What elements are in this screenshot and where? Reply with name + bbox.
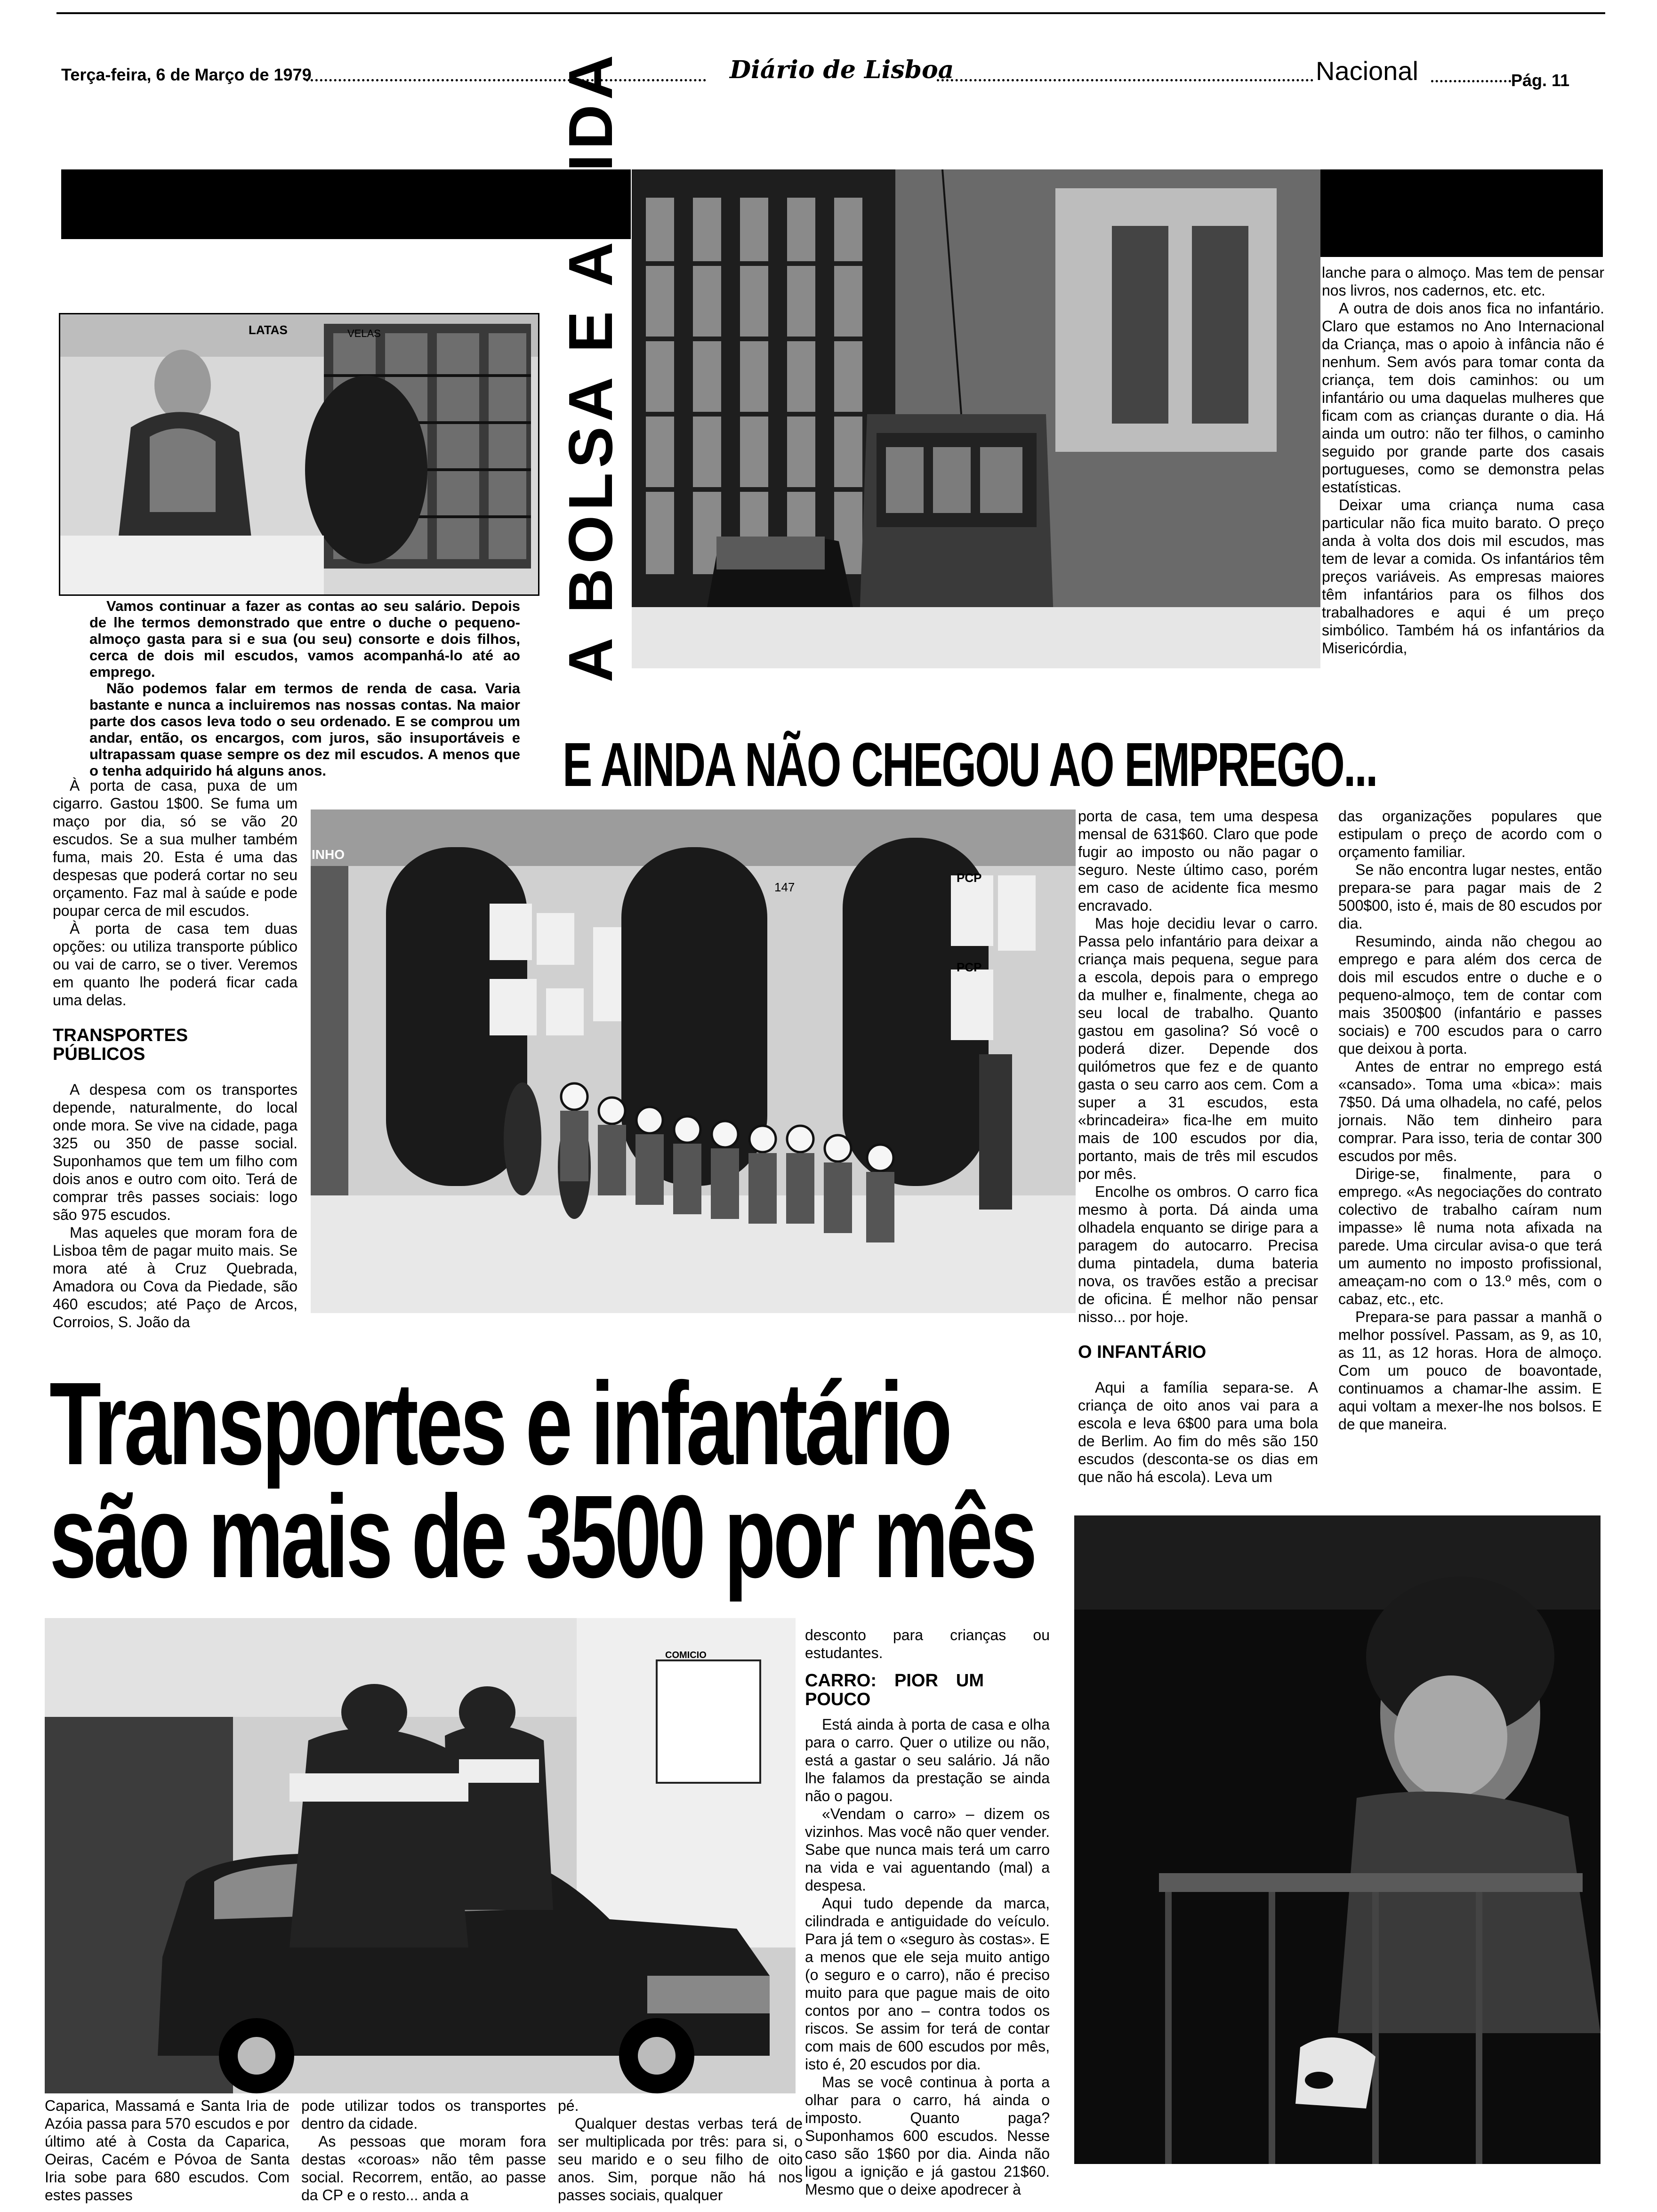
right-p4: Antes de entrar no emprego está «cansado». Toma uma «bica»: mais 7$50. Dá uma olhadela, no café, pelos jornais. Não tem dinheiro para comprar. Para isso, teria de contar 300 escudos por mês. xyxy=(1338,1058,1602,1164)
comicio-sign: COMICIO xyxy=(665,1650,707,1660)
photo-shop xyxy=(59,313,539,596)
rt-p1: lanche para o almoço. Mas tem de pensar nos livros, nos cadernos, etc. etc. xyxy=(1322,264,1604,299)
car-p2: «Vendam o carro» – dizem os vizinhos. Mas você não quer vender. Sabe que nunca mais terá um carro na vida e vai aguentando (mal) a despesa. xyxy=(805,1805,1050,1894)
poster-pcp-1: PCP xyxy=(957,871,982,885)
mid-p4: Aqui a família separa-se. A criança de oito anos vai para a escola e leva 6$00 para uma bola de Berlim. Ao fim do mês são 150 escudos (descontа-se os dias em que não há escola). Leva um xyxy=(1078,1379,1318,1485)
bottom-col-2 xyxy=(301,2097,546,2204)
left-p3: A despesa com os transportes depende, naturalmente, do local onde mora. Se vive na cidade, paga 325 ou 350 de passe social. Suponhamos que tem um filho com dois anos e outro com oito. Terá de comprar três passes sociais: logo são 975 escudos. xyxy=(53,1081,298,1223)
right-p1: das organizações populares que estipulam o preço de acordo com o orçamento familiar. xyxy=(1338,808,1602,860)
header-rule xyxy=(56,12,1605,14)
column-middle xyxy=(1078,807,1318,1486)
section-name: Nacional xyxy=(1316,56,1418,86)
vertical-title-text: A BOLSA E A VIDA xyxy=(556,50,625,682)
photo-children-street xyxy=(311,809,1076,1313)
column-car xyxy=(805,1626,1050,2198)
right-p3: Resumindo, ainda não chegou ao emprego e para além dos cerca de dois mil escudos entre o duche e o pequeno-almoço, tem de contar com mais 3500$00 (infantário e passes sociais) e 700 escudos para o carro que deixou à porta. xyxy=(1338,933,1602,1057)
photo-tram-street xyxy=(632,169,1320,668)
column-right xyxy=(1338,807,1602,1433)
shop-sign-latas: LATAS xyxy=(249,323,288,337)
mid-p3: Encolhe os ombros. O carro fica mesmo à porta. Dá ainda uma olhadela enquanto se dirige para a paragem do autocarro. Precisa duma pintadela, duma bateria nova, os travões estão a precisar de oficina. É melhor não pensar nisso... por hoje. xyxy=(1078,1183,1318,1325)
header-dots-2 xyxy=(937,79,1313,81)
left-p1: À porta de casa, puxa de um cigarro. Gastou 1$00. Se fuma um maço por dia, só se vão 20 escudos. Se a sua mulher também fuma, mais 20. Esta é uma das despesas que poderá cortar no seu orçamento. Faz mal à saúde e pode poupar cerca de mil escudos. xyxy=(53,777,298,919)
door-number: 147 xyxy=(774,880,795,894)
bottom-c2a: pode utilizar todos os transportes dentro da cidade. xyxy=(301,2097,546,2132)
mid-p2: Mas hoje decidiu levar o carro. Passa pelo infantário para deixar a criança mais pequena, segue para a escola, depois para o emprego da mulher e, finalmente, chega ao seu local de trabalho. Quanto gastou em gasolina? Só você o poderá dizer. Depende dos quilómetros que fez e de quanto gasta o seu carro aos cem. Com a super a 31 escudos, esta «brincadeira» fica-lhe em muito mais de 100 escudos por dia, portanto, mais de três mil escudos por mês. xyxy=(1078,915,1318,1182)
car-p0: desconto para crianças ou estudantes. xyxy=(805,1627,1050,1661)
poster-pcp-2: PCP xyxy=(957,960,982,974)
car-p3: Aqui tudo depende da marca, cilindrada e antiguidade do veículo. Para já tem o «seguro às costas». E a menos que ele seja muito antigo (o seguro e o carro), não é preciso muito para que pague mais de oito contos por ano – contra todos os riscos. Se assim for terá de contar com mais de 600 escudos por mês, isto é, 20 escudos por dia. xyxy=(805,1895,1050,2073)
bottom-c2b: As pessoas que moram fora destas «coroas» não têm passe social. Recorrem, então, ao passe da CP e o resto... anda a xyxy=(301,2133,546,2204)
bottom-c3b: Qualquer destas verbas terá de ser multiplicada por três: para si, o seu marido e o seu filho de oito anos. Sim, porque não há nos passes sociais, qualquer xyxy=(558,2115,803,2204)
car-p4: Mas se você continua à porta a olhar para o carro, há ainda o imposto. Quanto paga? Suponhamos 600 escudos. Nesse caso são 1$60 por dia. Ainda não ligou a ignição e já gastou 21$60. Mesmo que o deixe apodrecer à xyxy=(805,2074,1050,2198)
rt-p2: A outra de dois anos fica no infantário. Claro que estamos no Ano Internacional da Criança, mas o apoio à infância não é nenhum. Sem avós para tomar conta da criança, tem dois caminhos: ou um infantário ou uma daquelas mulheres que ficam com as crianças durante o dia. Há ainda um outro: não ter filhos, o caminho seguido por grande parte dos casais portugueses, como se demonstra pelas estatísticas. xyxy=(1322,300,1604,496)
black-band-left xyxy=(61,169,631,239)
mid-p1: porta de casa, tem uma despesa mensal de 631$60. Claro que pode fugir ao imposto ou não pagar o seguro. Neste último caso, porém em caso de acidente fica mesmo encravado. xyxy=(1078,808,1318,914)
bottom-c1: Caparica, Massamá e Santa Iria de Azóia passa para 570 escudos e por último até à Costa da Caparica, Oeiras, Cacém e Póvoa de Santa Iria sobe para 680 escudos. Com estes passes xyxy=(45,2097,290,2204)
left-p4: Mas aqueles que moram fora de Lisboa têm de pagar muito mais. Se mora até à Cruz Quebrada, Amadora ou Cova da Piedade, são 460 escudos; até Paço de Arcos, Corroios, S. João da xyxy=(53,1224,298,1330)
car-p1: Está ainda à porta de casa e olha para o carro. Quer o utilize ou não, está a gastar o seu salário. Já não lhe falamos da prestação se ainda não o pagou. xyxy=(805,1716,1050,1804)
headline-line2: são mais de 3500 por mês xyxy=(49,1471,1035,1602)
headline xyxy=(49,1358,1085,1602)
header-dots-1 xyxy=(306,79,706,81)
headline-line1: Transportes e infantário xyxy=(49,1358,950,1489)
bottom-c3a: pé. xyxy=(558,2097,579,2114)
shop-sign-inho: INHO xyxy=(312,847,345,862)
right-p5: Dirige-se, finalmente, para o emprego. «As negociações do contrato colectivo de trabalho caíram num impasse» lê numa nota afixada na parede. Uma circular avisa-o que terá um aumento no imposto profissional, ameaçam-no com o 13.º mês, com o cabaz, etc., etc. xyxy=(1338,1165,1602,1307)
photo-police-car xyxy=(45,1618,796,2093)
black-band-right xyxy=(1320,169,1603,257)
page-number: Pág. 11 xyxy=(1511,71,1570,90)
masthead: Diário de Lisboa xyxy=(730,56,954,84)
column-right-top xyxy=(1322,264,1604,657)
shop-sign-velas: VELAS xyxy=(347,328,381,339)
column-left xyxy=(53,777,298,1331)
left-subhead: TRANSPORTES PÚBLICOS xyxy=(53,1026,188,1064)
vertical-title xyxy=(551,50,631,682)
left-p2: À porta de casa tem duas opções: ou utiliza transporte público ou vai de carro, se o tiver. Veremos em quanto lhe poderá ficar cada uma delas. xyxy=(53,920,298,1009)
mid-subhead: O INFANTÁRIO xyxy=(1078,1342,1207,1362)
intro-p1: Vamos continuar a fazer as contas ao seu salário. Depois de lhe termos demonstrado que entre o duche o pequeno-almoço gasta para si e sua (ou seu) consorte e dois filhos, cerca de dois mil escudos, vamos acompanhá-lo até ao emprego. xyxy=(89,598,520,680)
right-p2: Se não encontra lugar nestes, então prepara-se para pagar mais de 2 500$00, isto é, mais de 80 escudos por dia. xyxy=(1338,861,1602,932)
car-subhead: CARRO: PIOR UM POUCO xyxy=(805,1671,984,1709)
banner-subtitle: E AINDA NÃO CHEGOU AO EMPREGO... xyxy=(563,730,1377,799)
photo-child xyxy=(1074,1515,1601,2164)
bottom-col-3 xyxy=(558,2097,803,2204)
intro-text xyxy=(89,598,520,779)
header-date: Terça-feira, 6 de Março de 1979 xyxy=(61,65,312,84)
rt-p3: Deixar uma criança numa casa particular não fica muito barato. O preço anda à volta dos dois mil escudos, mas tem de levar a comida. Os infantários têm preços variáveis. As empresas maiores têm infantários para os filhos dos trabalhadores e aqui é um preço simbólico. Também há os infantários da Misericórdia, xyxy=(1322,497,1604,657)
bottom-col-1 xyxy=(45,2097,290,2204)
right-p6: Prepara-se para passar a manhã o melhor possível. Passam, as 9, as 10, as 11, as 12 horas. Hora de almoço. Com um pouco de boavontade, continuamos a chamar-lhe assim. E aqui voltam a mexer-lhe nos bolsos. E de que maneira. xyxy=(1338,1308,1602,1433)
intro-p2: Não podemos falar em termos de renda de casa. Varia bastante e nunca a incluiremos nas nossas contas. Na maior parte dos casos leva todo o seu ordenado. E se comprou um andar, então, os encargos, com juros, são insuportáveis e ultrapassam quase sempre os dez mil escudos. A menos que o tenha adquirido há alguns anos. xyxy=(89,680,520,779)
header-dots-3 xyxy=(1431,80,1511,82)
